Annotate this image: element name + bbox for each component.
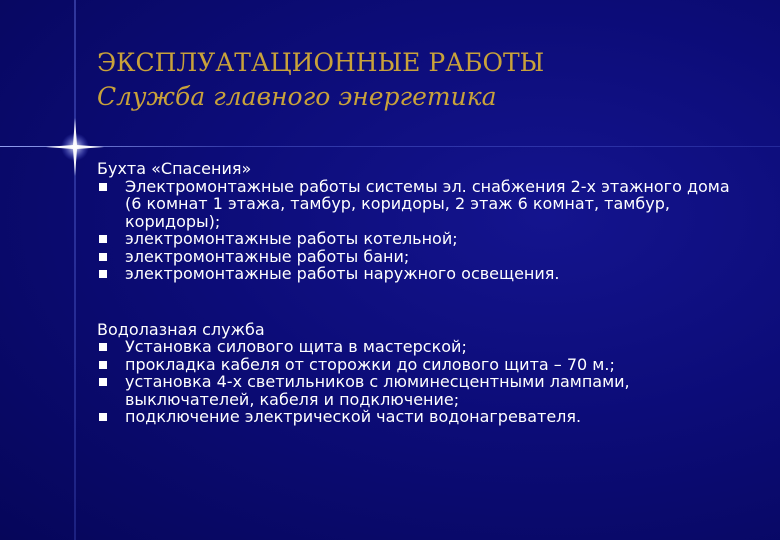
section-bay [97, 160, 747, 283]
square-bullet-icon [99, 413, 107, 421]
list-item [97, 356, 747, 374]
square-bullet-icon [99, 343, 107, 351]
list-item [97, 373, 747, 408]
list-item [97, 230, 747, 248]
section-heading: Бухта «Спасения» [97, 159, 252, 178]
square-bullet-icon [99, 253, 107, 261]
list-item [97, 338, 747, 356]
decorative-horizontal-line [0, 146, 780, 147]
square-bullet-icon [99, 183, 107, 191]
list-item-text: подключение электрической части водонагревателя. [125, 407, 582, 426]
list-item-text: Электромонтажные работы системы эл. снабжения 2-х этажного дома (6 комнат 1 этажа, тамбур, коридоры, 2 этаж 6 комнат, тамбур, коридоры); [125, 176, 730, 231]
square-bullet-icon [99, 378, 107, 386]
list-item [97, 248, 747, 266]
list-item-text: Установка силового щита в мастерской; [125, 337, 467, 356]
list-item [97, 178, 747, 231]
list-item [97, 408, 747, 426]
square-bullet-icon [99, 235, 107, 243]
list-item-text: установка 4-х светильников с люминесцентными лампами, выключателей, кабеля и подключение; [125, 372, 630, 409]
square-bullet-icon [99, 270, 107, 278]
slide-content [97, 160, 747, 426]
list-item-text: прокладка кабеля от сторожки до силового щита – 70 м.; [125, 354, 615, 374]
title-line-1: ЭКСПЛУАТАЦИОННЫЕ РАБОТЫ [97, 48, 545, 77]
title-line-2: Служба главного энергетика [97, 82, 497, 111]
square-bullet-icon [99, 361, 107, 369]
list-item-text: электромонтажные работы бани; [125, 246, 410, 266]
bullet-list [97, 178, 747, 283]
section-diving [97, 321, 747, 426]
bullet-list [97, 338, 747, 426]
list-item-text: электромонтажные работы котельной; [125, 229, 458, 248]
section-heading: Водолазная служба [97, 319, 265, 339]
list-item-text: электромонтажные работы наружного освещения. [125, 264, 560, 283]
decorative-vertical-line [74, 0, 76, 540]
list-item [97, 265, 747, 283]
slide-title [97, 46, 544, 114]
section-spacer [97, 283, 747, 321]
